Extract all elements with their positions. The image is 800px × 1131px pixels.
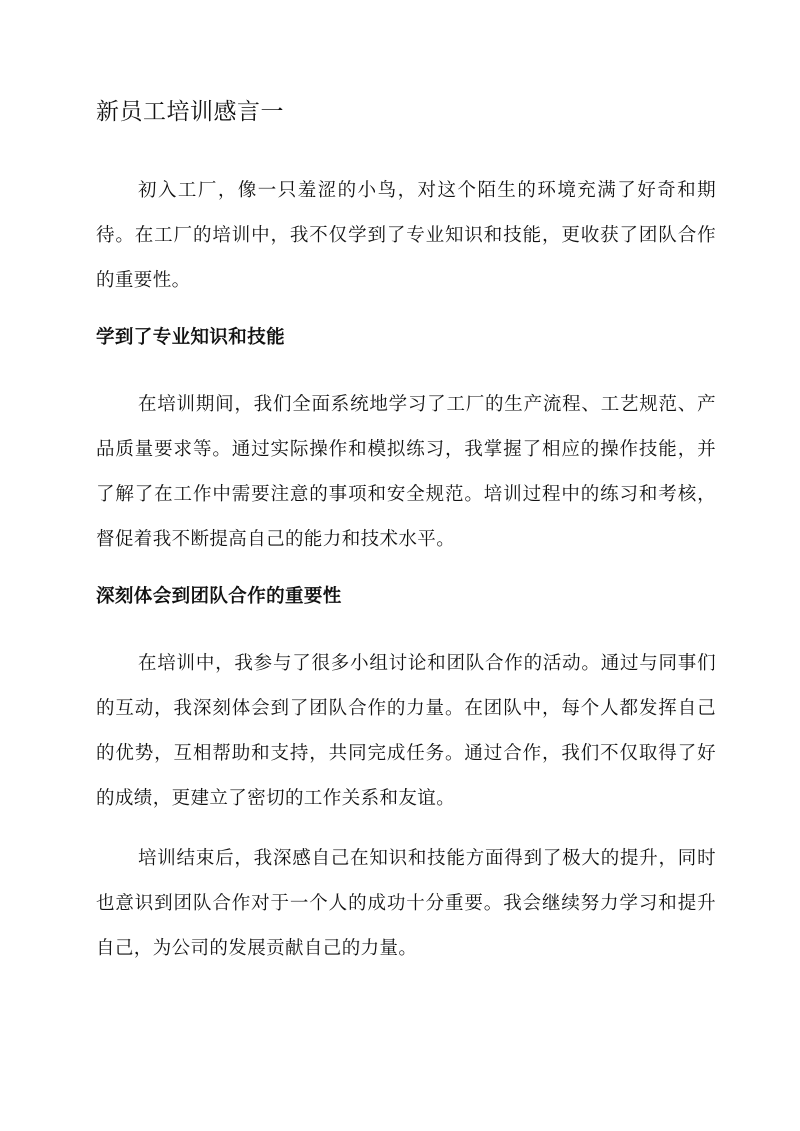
- section-heading-skills: 学到了专业知识和技能: [96, 327, 286, 348]
- document-title: 新员工培训感言一: [96, 99, 284, 125]
- section-paragraph-skills: 在培训期间，我们全面系统地学习了工厂的生产流程、工艺规范、产品质量要求等。通过实际操作和模拟练习，我掌握了相应的操作技能，并了解了在工作中需要注意的事项和安全规范。培训过程中的练习和考核，督促着我不断提高自己的能力和技术水平。: [96, 394, 716, 550]
- section-heading-teamwork: 深刻体会到团队合作的重要性: [96, 586, 342, 607]
- intro-paragraph: 初入工厂，像一只羞涩的小鸟，对这个陌生的环境充满了好奇和期待。在工厂的培训中，我不仅学到了专业知识和技能，更收获了团队合作的重要性。: [96, 180, 716, 291]
- document-body: [96, 92, 716, 986]
- conclusion-paragraph: 培训结束后，我深感自己在知识和技能方面得到了极大的提升，同时也意识到团队合作对于一个人的成功十分重要。我会继续努力学习和提升自己，为公司的发展贡献自己的力量。: [96, 848, 716, 959]
- section-paragraph-teamwork: 在培训中，我参与了很多小组讨论和团队合作的活动。通过与同事们的互动，我深刻体会到了团队合作的力量。在团队中，每个人都发挥自己的优势，互相帮助和支持，共同完成任务。通过合作，我们不仅取得了好的成绩，更建立了密切的工作关系和友谊。: [96, 653, 716, 809]
